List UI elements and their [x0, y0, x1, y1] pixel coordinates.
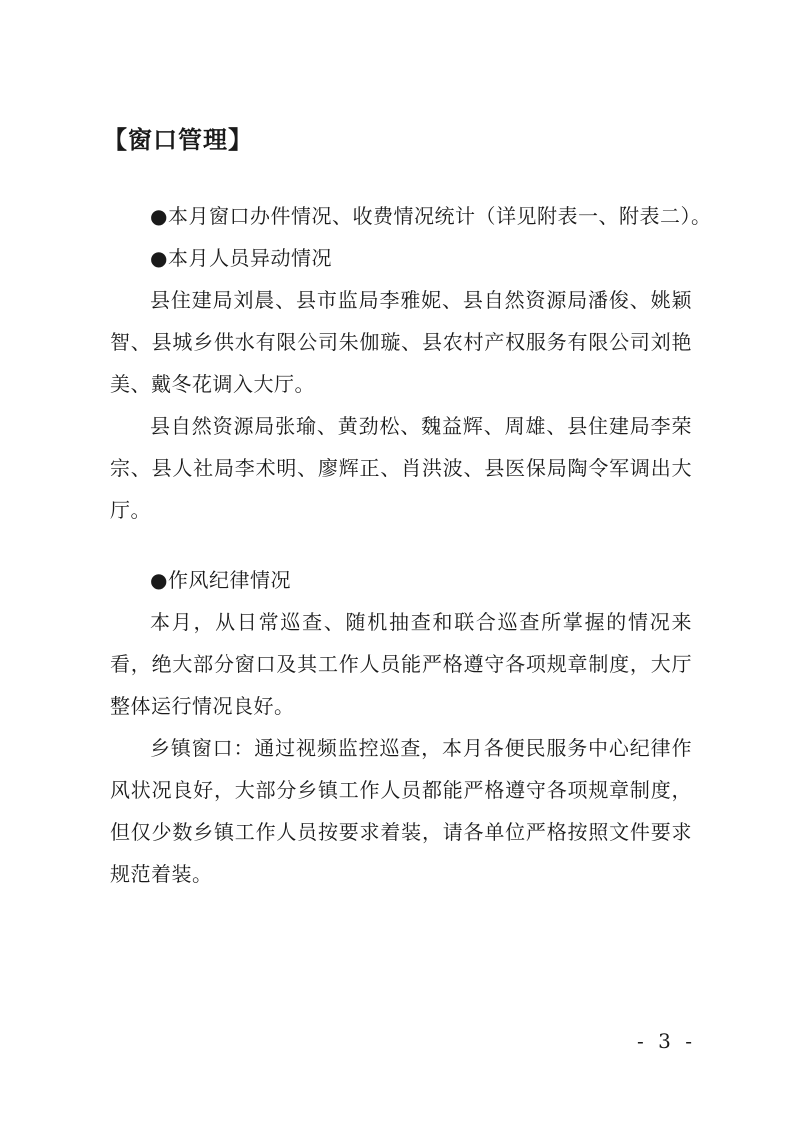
section-heading: 【窗口管理】 — [103, 126, 253, 154]
bullet-staff-changes: ●本月人员异动情况 — [150, 246, 332, 270]
paragraph-staff-transferred-in: 县住建局刘晨、县市监局李雅妮、县自然资源局潘俊、姚颖智、县城乡供水有限公司朱伽璇、县农村产权服务有限公司刘艳美、戴冬花调入大厅。 — [110, 288, 692, 396]
paragraph-township-windows: 乡镇窗口：通过视频监控巡查，本月各便民服务中心纪律作风状况良好，大部分乡镇工作人员都能严格遵守各项规章制度，但仅少数乡镇工作人员按要求着装，请各单位严格按照文件要求规范着装。 — [110, 736, 692, 886]
section-discipline — [110, 559, 692, 895]
bullet-discipline-status: ●作风纪律情况 — [150, 568, 291, 592]
bullet-window-statistics: ●本月窗口办件情况、收费情况统计（详见附表一、附表二）。 — [150, 204, 712, 228]
section-work-status — [110, 195, 712, 531]
paragraph-staff-transferred-out: 县自然资源局张瑜、黄劲松、魏益辉、周雄、县住建局李荣宗、县人社局李术明、廖辉正、肖洪波、县医保局陶令军调出大厅。 — [110, 414, 692, 522]
page-number: - 3 - — [637, 1029, 696, 1053]
paragraph-monthly-inspection: 本月，从日常巡查、随机抽查和联合巡查所掌握的情况来看，绝大部分窗口及其工作人员能严格遵守各项规章制度，大厅整体运行情况良好。 — [110, 610, 692, 718]
